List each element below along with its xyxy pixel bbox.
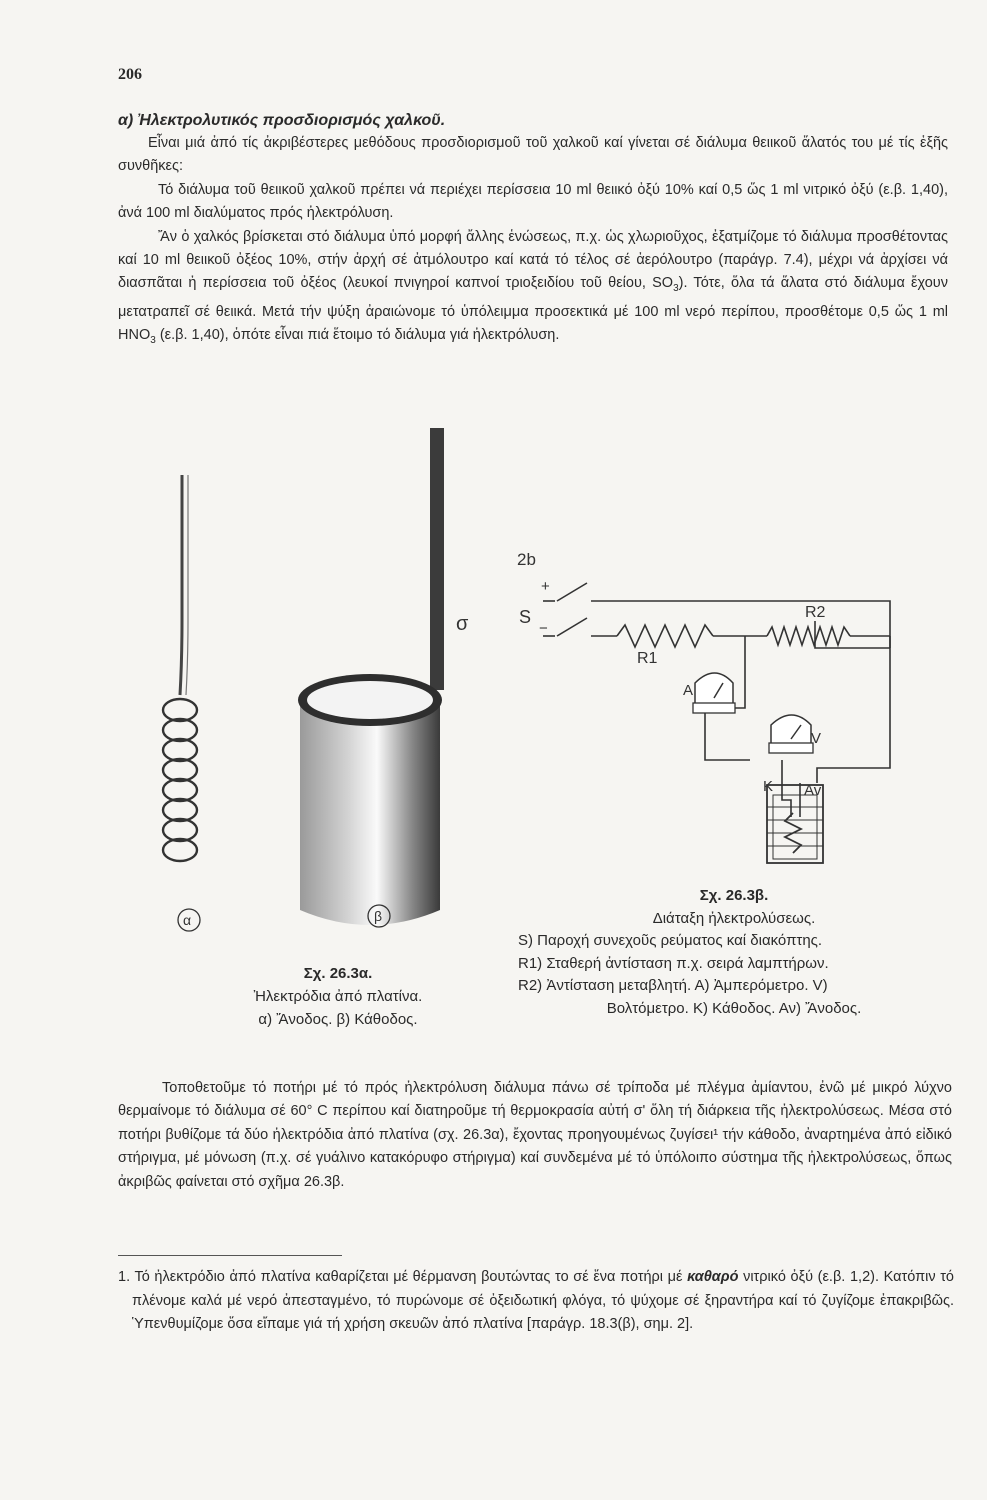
figure-electrodes [140,420,490,950]
figure-b-caption-title: Σχ. 26.3β. [699,887,769,904]
resistor-r2 [767,627,850,645]
top-wire [591,601,890,648]
footnote-text [118,1266,954,1337]
intro-paragraph-3 [118,226,948,353]
label-v: V [811,730,822,747]
figure-a-caption-line-1: Ἠλεκτρόδια ἀπό πλατίνα. [253,988,423,1005]
intro-text [118,132,948,352]
figure-b-caption-line-4: R2) Ἀντίσταση μεταβλητή. Α) Ἀμπερόμετρο. V) [518,977,828,994]
label-sigma: σ [456,613,469,635]
voltmeter-right-wire [817,648,890,783]
ammeter-supply-wire [735,636,745,708]
cathode-cylinder [300,700,440,925]
cathode-lead [782,760,791,817]
anode-wire [180,475,182,695]
voltmeter [769,715,813,753]
figure-b-caption-line-2: S) Παροχή συνεχοῦς ρεύματος καί διακόπτης. [518,932,823,949]
intro-p3-part-c: (ε.β. 1,40), ὁπότε εἶναι πιά ἕτοιμο τό διάλυμα γιά ἠλεκτρόλυση. [155,327,560,344]
label-minus: − [539,620,548,637]
so3-subscript: 3 [673,283,679,295]
label-plus: + [541,578,550,595]
footnote [118,1266,954,1337]
intro-p3-part-b: ). Τότε, ὅλα τά ἅλατα στό διάλυμα ἔχουν μετατραπεῖ σέ θειικά. Μετά τήν ψύξη ἀραιώνομε τό ὑπόλειμμα προσεκτικά μέ 100 ml νερό περίπου, προσθέτομε 0,5 ὥς 1 ml HNO [118,275,948,344]
figure-b-caption-line-1: Διάταξη ἠλεκτρολύσεως. [652,909,816,927]
cathode-inner [307,681,433,719]
anode-wire-outline [186,475,188,695]
resistor-r1 [617,625,713,647]
figure-a-caption [188,962,488,1031]
label-s: S [519,607,532,627]
body-text [118,1077,952,1194]
footnote-part-1: 1. Τό ἠλεκτρόδιο ἀπό πλατίνα καθαρίζεται μέ θέρμανση βουτώντας το σέ ἕνα ποτήρι μέ [118,1269,688,1285]
ammeter [693,673,735,713]
cathode-stem [430,428,444,690]
anode-coil [163,699,197,861]
body-paragraph: Τοποθετοῦμε τό ποτήρι μέ τό πρός ἠλεκτρόλυση διάλυμα πάνω σέ τρίποδα μέ πλέγμα ἀμίαντου, ἐνῶ μέ μικρό λύχνο θερμαίνομε τό διάλυμα σέ 60° C περίπου καί διατηροῦμε τή θερμοκρασία αὐτή σ' ὅλη τή διάρκεια τῆς ἠλεκτρολύσεως. Μέσα στό ποτήρι βυθίζομε τά δύο ἠλεκτρόδια ἀπό πλατίνα (σχ. 26.3α), ἔχοντας προηγουμένως ζυγίσει¹ τήν κάθοδο, ἀναρτημένα ἀπό εἰδικό στήριγμα, μέ μόνωση (π.χ. σέ γυάλινο κατακόρυφο στήριγμα) καί συνδεμένα μέ τό ὑπόλοιπο σύστημα τῆς ἠλεκτρολύσεως, ὅπως ἀκριβῶς φαίνεται στό σχῆμα 26.3β. [118,1080,952,1190]
figure-a-caption-line-2: α) Ἄνοδος. β) Κάθοδος. [258,1011,418,1028]
ammeter-output-wire [705,708,750,760]
intro-p3-part-a: Ἄν ὁ χαλκός βρίσκεται στό διάλυμα ὑπό μορφή ἄλλης ἑνώσεως, π.χ. ὡς χλωριοῦχος, ἐξατμίζομε τό διάλυμα προσθέτοντας καί 10 ml θειικοῦ ὀξέος 10%, στήν ἀρχή σέ ἀτμόλουτρο καί κατά τό τέλος σέ ἀερόλουτρο (παράγρ. 7.4), μέχρι νά ἀρχίσει νά διασπᾶται ἡ περίσσεια τοῦ ὀξέος (λευκοί πνιγηροί καπνοί τριοξειδίου τοῦ θείου, SO [118,228,948,292]
figure-b-caption-line-3: R1) Σταθερή ἀντίσταση π.χ. σειρά λαμπτήρων. [518,954,829,972]
figure-circuit [505,545,915,885]
label-2b: 2b [517,550,536,569]
figure-b-caption [508,885,960,1020]
label-k: K [763,778,774,795]
figure-b-caption-line-5: Βολτόμετρο. Κ) Κάθοδος. Αν) Ἄνοδος. [606,999,862,1017]
footnote-divider [118,1255,342,1256]
intro-paragraph-2: Τό διάλυμα τοῦ θειικοῦ χαλκοῦ πρέπει νά περιέχει περίσσεια 10 ml θειικό ὀξύ 10% καί 0,5 ὥς 1 ml νιτρικό ὀξύ (ε.β. 1,40), ἀνά 100 ml διαλύματος πρός ἠλεκτρόλυση. [118,181,948,222]
label-beta: β [374,908,383,924]
label-alpha: α [183,912,192,928]
hno3-subscript: 3 [150,335,156,347]
label-a: A [683,682,694,699]
switch-minus-blade [557,618,587,636]
intro-paragraph-1: Εἶναι μιά ἀπό τίς ἀκριβέστερες μεθόδους προσδιορισμοῦ τοῦ χαλκοῦ καί γίνεται σέ διάλυμα θειικοῦ ἅλατός του μέ τίς ἑξῆς συνθῆκες: [118,135,948,175]
label-r1: R1 [637,650,658,667]
section-title: α) Ἠλεκτρολυτικός προσδιορισμός χαλκοῦ. [118,112,446,129]
footnote-emphasis: καθαρό [687,1269,739,1285]
figure-a-caption-title: Σχ. 26.3α. [303,965,373,982]
page-number: 206 [118,66,142,83]
label-r2: R2 [805,604,826,621]
switch-plus-blade [557,583,587,601]
footnote-part-2: νιτρικό ὀξύ (ε.β. 1,2). Κατόπιν τό πλένομε καλά μέ νερό ἀπεσταγμένο, τό πυρώνομε σέ ὀξειδωτική φλόγα, τό ψύχομε σέ ξηραντήρα καί τό ζυγίζομε ἐπακριβῶς. Ὑπενθυμίζομε ὅσα εἴπαμε γιά τή χρήση σκευῶν ἀπό πλατίνα [παράγρ. 18.3(β), σημ. 2]. [132,1269,954,1333]
label-an: Av [804,782,822,799]
